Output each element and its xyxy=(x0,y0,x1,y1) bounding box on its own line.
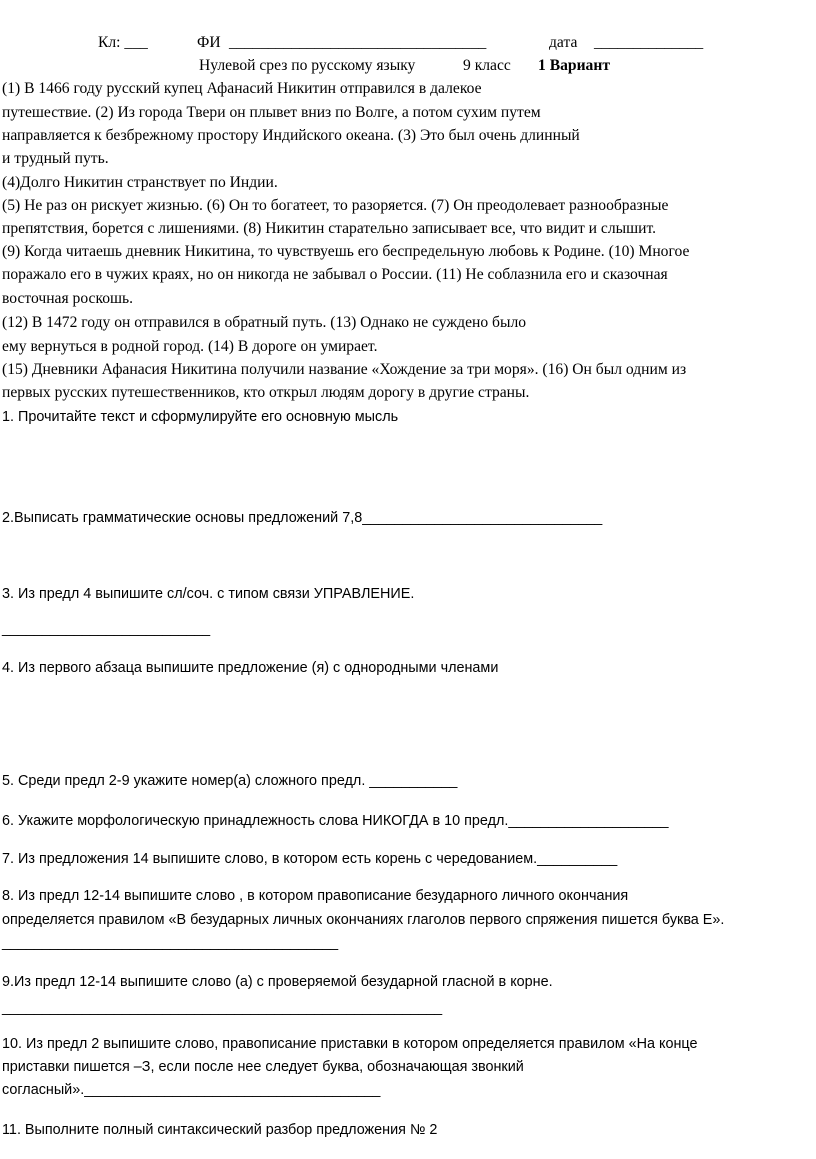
task-10-line-1: 10. Из предл 2 выпишите слово, правописание приставки в котором определяется правилом «На конце xyxy=(2,1036,698,1052)
name-label: ФИ xyxy=(197,34,221,51)
text-line: (15) Дневники Афанасия Никитина получили название «Хождение за три моря». (16) Он был одним из xyxy=(2,361,687,378)
class-label: Кл: ___ xyxy=(98,34,148,51)
date-label: дата xyxy=(549,34,578,51)
task-7: 7. Из предложения 14 выпишите слово, в котором есть корень с чередованием.__________ xyxy=(2,851,618,867)
task-8-answer-line: __________________________________________ xyxy=(2,935,339,951)
text-line: (9) Когда читаешь дневник Никитина, то чувствуешь его беспредельную любовь к Родине. (10) Многое xyxy=(2,243,690,260)
text-line: (5) Не раз он рискует жизнью. (6) Он то богатеет, то разоряется. (7) Он преодолевает разнообразные xyxy=(2,197,669,214)
task-3: 3. Из предл 4 выпишите сл/соч. с типом связи УПРАВЛЕНИЕ. xyxy=(2,586,415,602)
text-line: путешествие. (2) Из города Твери он плывет вниз по Волге, а потом сухим путем xyxy=(2,104,541,121)
grade-label: 9 класс xyxy=(463,57,511,74)
task-8-line-2: определяется правилом «В безударных личных окончаниях глаголов первого спряжения пишется буква Е». xyxy=(2,912,725,928)
task-8-line-1: 8. Из предл 12-14 выпишите слово , в котором правописание безударного личного окончания xyxy=(2,888,629,904)
variant-label: 1 Вариант xyxy=(538,57,610,74)
text-line: поражало его в чужих краях, но он никогда не забывал о России. (11) Не соблазнила его и сказочная xyxy=(2,266,668,283)
task-6: 6. Укажите морфологическую принадлежность слова НИКОГДА в 10 предл.____________________ xyxy=(2,813,669,829)
task-3-answer-line: __________________________ xyxy=(2,621,211,637)
task-9: 9.Из предл 12-14 выпишите слово (а) с проверяемой безударной гласной в корне. xyxy=(2,974,553,990)
text-line: (12) В 1472 году он отправился в обратный путь. (13) Однако не суждено было xyxy=(2,314,527,331)
task-4: 4. Из первого абзаца выпишите предложение (я) с однородными членами xyxy=(2,660,499,676)
text-line: (1) В 1466 году русский купец Афанасий Никитин отправился в далекое xyxy=(2,80,482,97)
task-10-line-2: приставки пишется –З, если после нее следует буква, обозначающая звонкий xyxy=(2,1059,524,1075)
task-1: 1. Прочитайте текст и сформулируйте его основную мысль xyxy=(2,409,399,425)
task-5: 5. Среди предл 2-9 укажите номер(а) сложного предл. ___________ xyxy=(2,773,458,789)
task-10-line-3: согласный»._____________________________________ xyxy=(2,1082,381,1098)
text-line: первых русских путешественников, кто открыл людям дорогу в другие страны. xyxy=(2,384,530,401)
name-line: _________________________________ xyxy=(229,34,487,51)
task-11: 11. Выполните полный синтаксический разбор предложения № 2 xyxy=(2,1122,438,1138)
text-line: восточная роскошь. xyxy=(2,290,134,307)
text-line: ему вернуться в родной город. (14) В дороге он умирает. xyxy=(2,338,378,355)
document-title: Нулевой срез по русскому языку xyxy=(199,57,416,74)
task-2: 2.Выписать грамматические основы предложений 7,8______________________________ xyxy=(2,510,603,526)
task-9-answer-line: _______________________________________________________ xyxy=(2,1000,443,1016)
text-line: направляется к безбрежному простору Индийского океана. (3) Это был очень длинный xyxy=(2,127,580,144)
text-line: и трудный путь. xyxy=(2,150,109,167)
date-line: ______________ xyxy=(594,34,704,51)
text-line: (4)Долго Никитин странствует по Индии. xyxy=(2,174,278,191)
text-line: препятствия, борется с лишениями. (8) Никитин старательно записывает все, что видит и слышит. xyxy=(2,220,656,237)
